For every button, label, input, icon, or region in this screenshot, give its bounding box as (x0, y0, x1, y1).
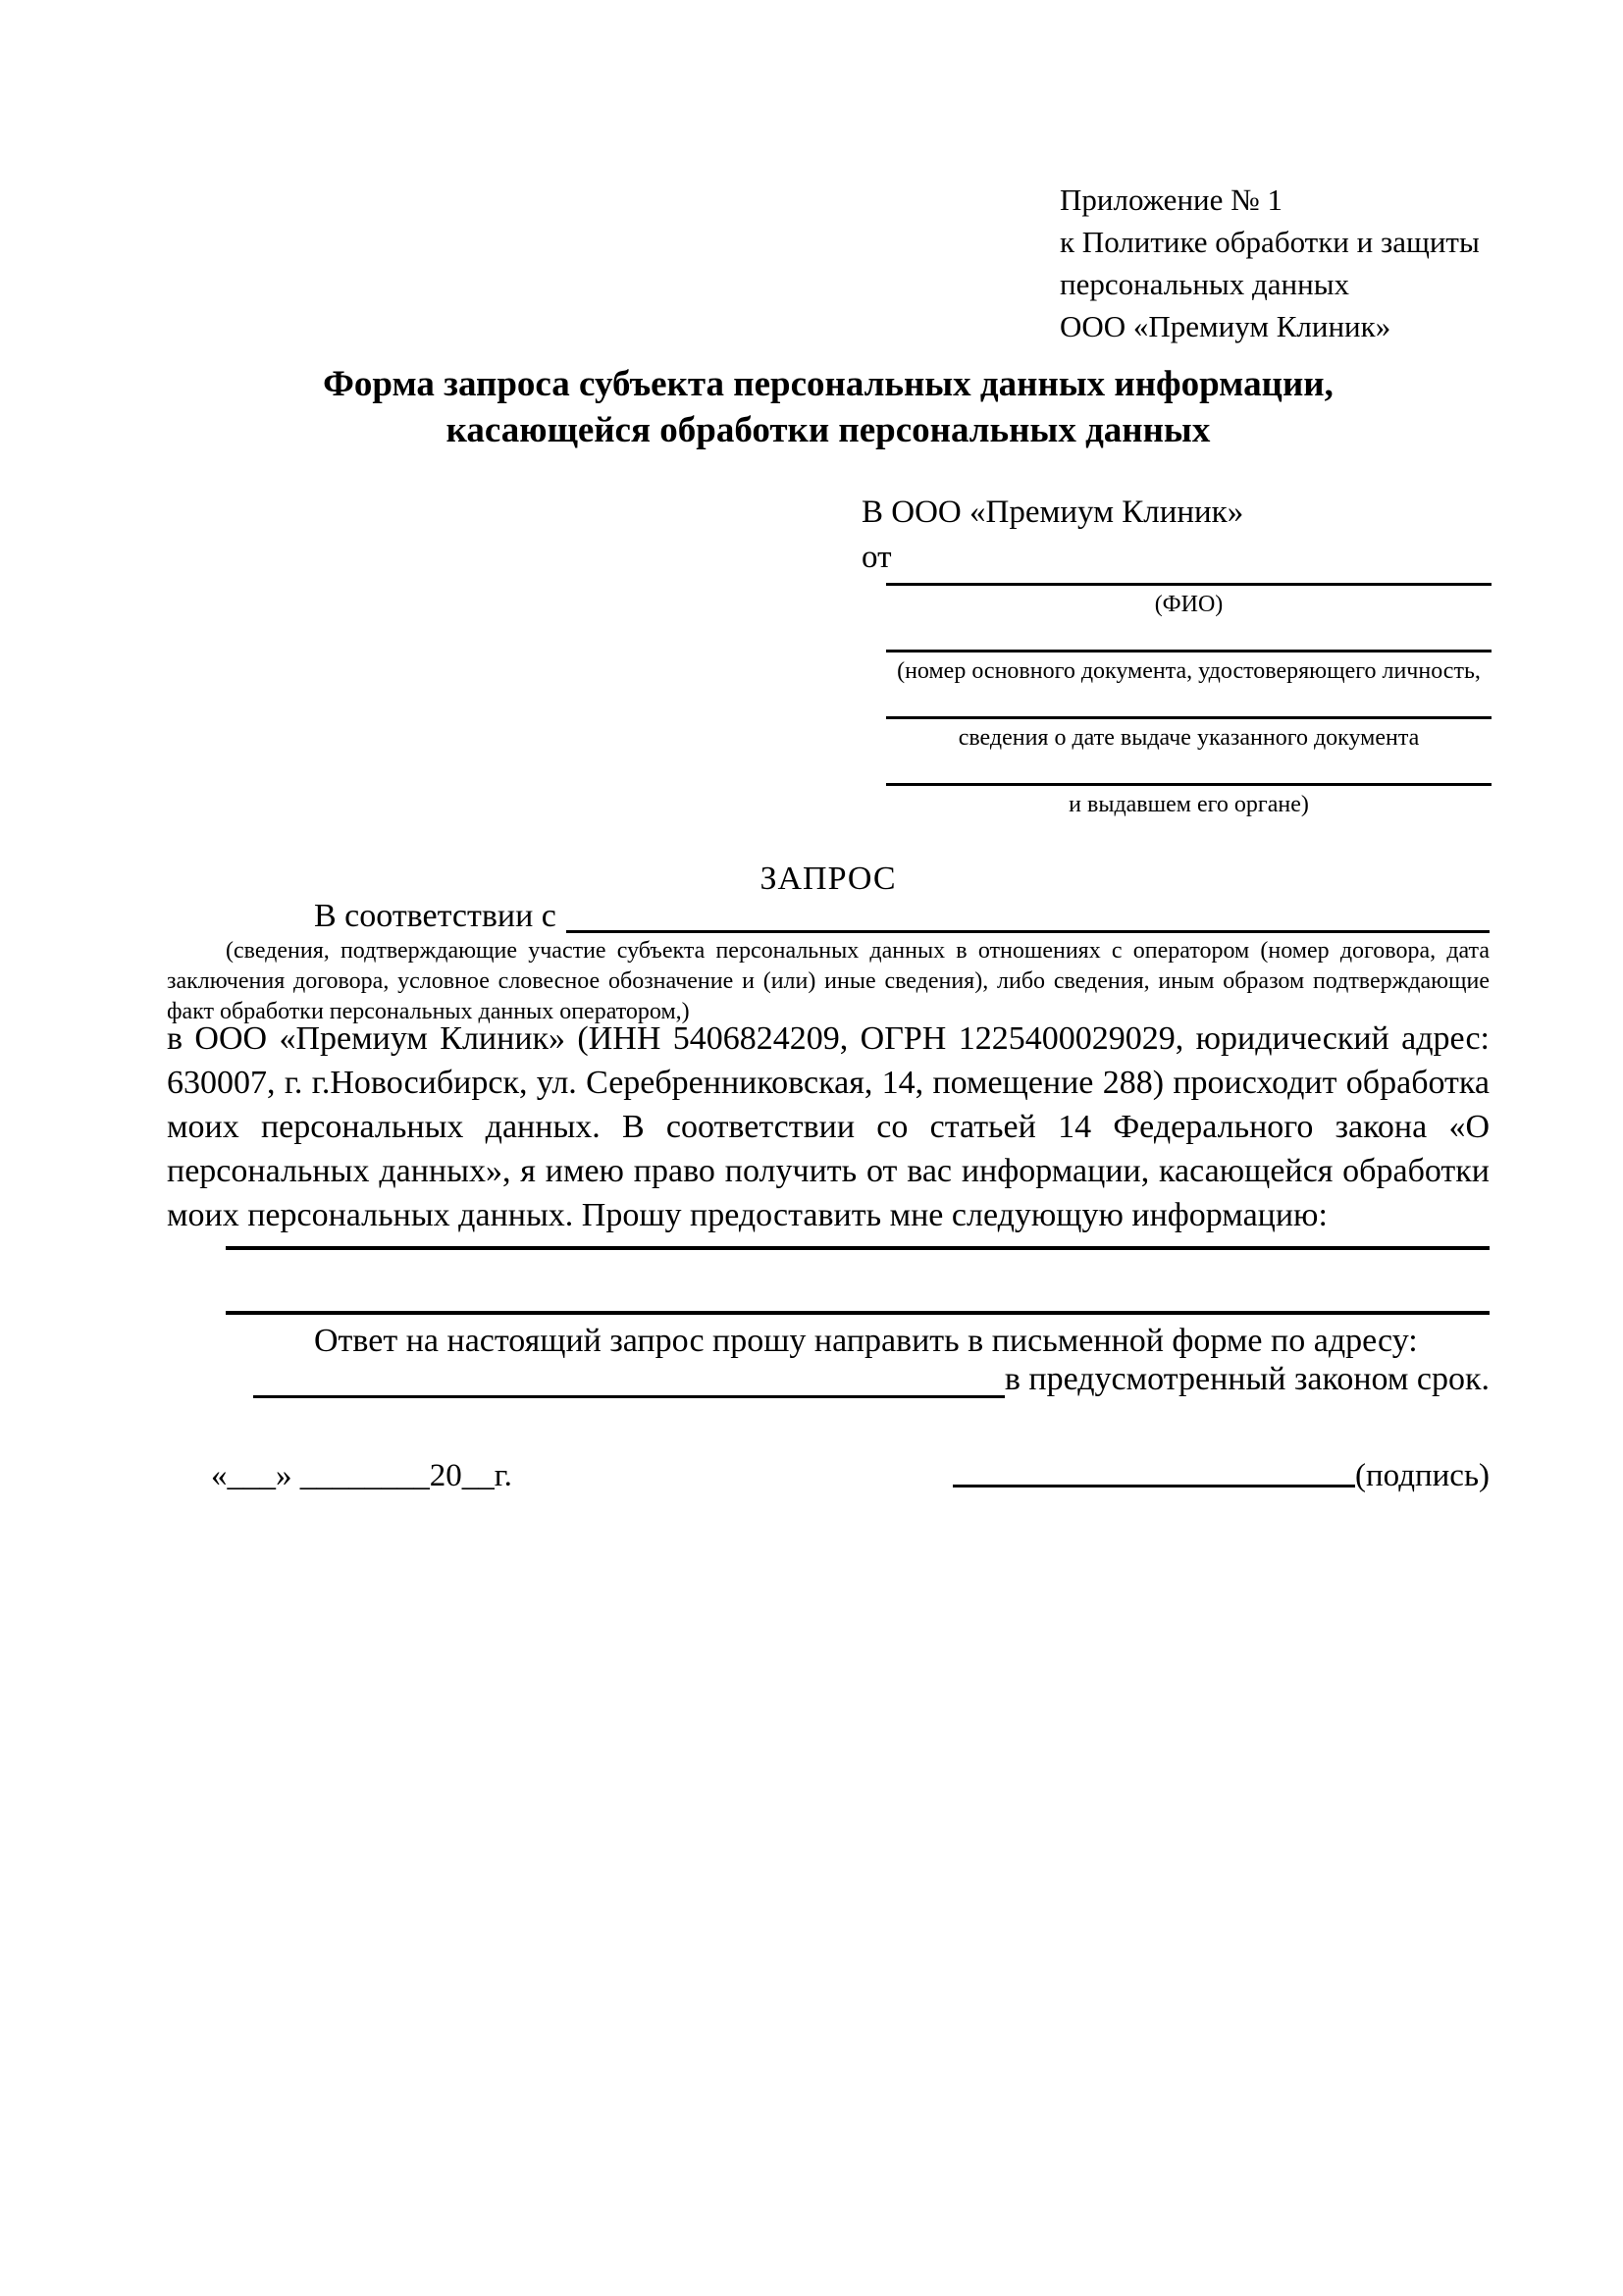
issuing-authority-blank-line (886, 783, 1492, 786)
annex-header (1060, 179, 1480, 347)
signature-group (953, 1456, 1490, 1495)
addressee-from-label: от (862, 540, 892, 575)
accordance-row (167, 897, 1490, 936)
date-blank: «___» ________20__г. (211, 1458, 512, 1493)
document-title (167, 361, 1490, 453)
document-title-line-2: касающейся обработки персональных данных (445, 410, 1211, 450)
accordance-label: В соответствии с (314, 898, 556, 934)
accordance-note: (сведения, подтверждающие участие субъекта персональных данных в отношениях с оператором (номер договора, дата заключения договора, условное словесное обозначение и (или) иные сведения), либо сведения, иным образом подтверждающие факт обработки персональных данных оператором,) (167, 938, 1490, 1024)
addressee-block (862, 493, 1492, 818)
fio-field (862, 583, 1492, 618)
document-issue-date-caption: сведения о дате выдаче указанного документа (958, 725, 1420, 751)
reply-address-row (167, 1359, 1490, 1400)
signature-blank-line (953, 1485, 1355, 1487)
annex-line-4: ООО «Премиум Клиник» (1060, 309, 1391, 343)
reply-address-blank-line (253, 1395, 1005, 1398)
footer-row (167, 1456, 1490, 1495)
issuing-authority-caption: и выдавшем его органе) (1069, 792, 1309, 817)
requested-info-blank-line-1 (226, 1246, 1490, 1250)
signature-caption: (подпись) (1355, 1458, 1490, 1493)
document-issue-date-blank-line (886, 716, 1492, 719)
document-number-blank-line (886, 650, 1492, 652)
document-number-caption: (номер основного документа, удостоверяющего личность, (897, 658, 1481, 684)
reply-request-paragraph: Ответ на настоящий запрос прошу направить в письменной форме по адресу: (314, 1323, 1418, 1359)
issuing-authority-field (862, 783, 1492, 818)
document-number-field (862, 650, 1492, 685)
request-body-paragraph: в ООО «Премиум Клиник» (ИНН 5406824209, ОГРН 1225400029029, юридический адрес: 630007, г. г.Новосибирск, ул. Серебренниковская, 14, помещение 288) происходит обработка моих персональных данных. В соответствии со статьей 14 Федерального закона «О персональных данных», я имею право получить от вас информации, касающейся обработки моих персональных данных. Прошу предоставить мне следующую информацию: (167, 1020, 1490, 1233)
annex-line-2: к Политике обработки и защиты (1060, 225, 1480, 259)
annex-line-3: персональных данных (1060, 267, 1350, 301)
requested-info-blank-line-2 (226, 1311, 1490, 1315)
request-heading: ЗАПРОС (759, 861, 897, 897)
reply-request-tail: в предусмотренный законом срок. (1004, 1361, 1490, 1397)
fio-blank-line (886, 583, 1492, 586)
fio-caption: (ФИО) (1154, 592, 1224, 617)
accordance-blank-line (566, 930, 1490, 933)
annex-line-1: Приложение № 1 (1060, 183, 1283, 217)
document-title-line-1: Форма запроса субъекта персональных данных информации, (323, 364, 1334, 404)
document-issue-date-field (862, 716, 1492, 752)
addressee-to: В ООО «Премиум Клиник» (862, 495, 1244, 530)
